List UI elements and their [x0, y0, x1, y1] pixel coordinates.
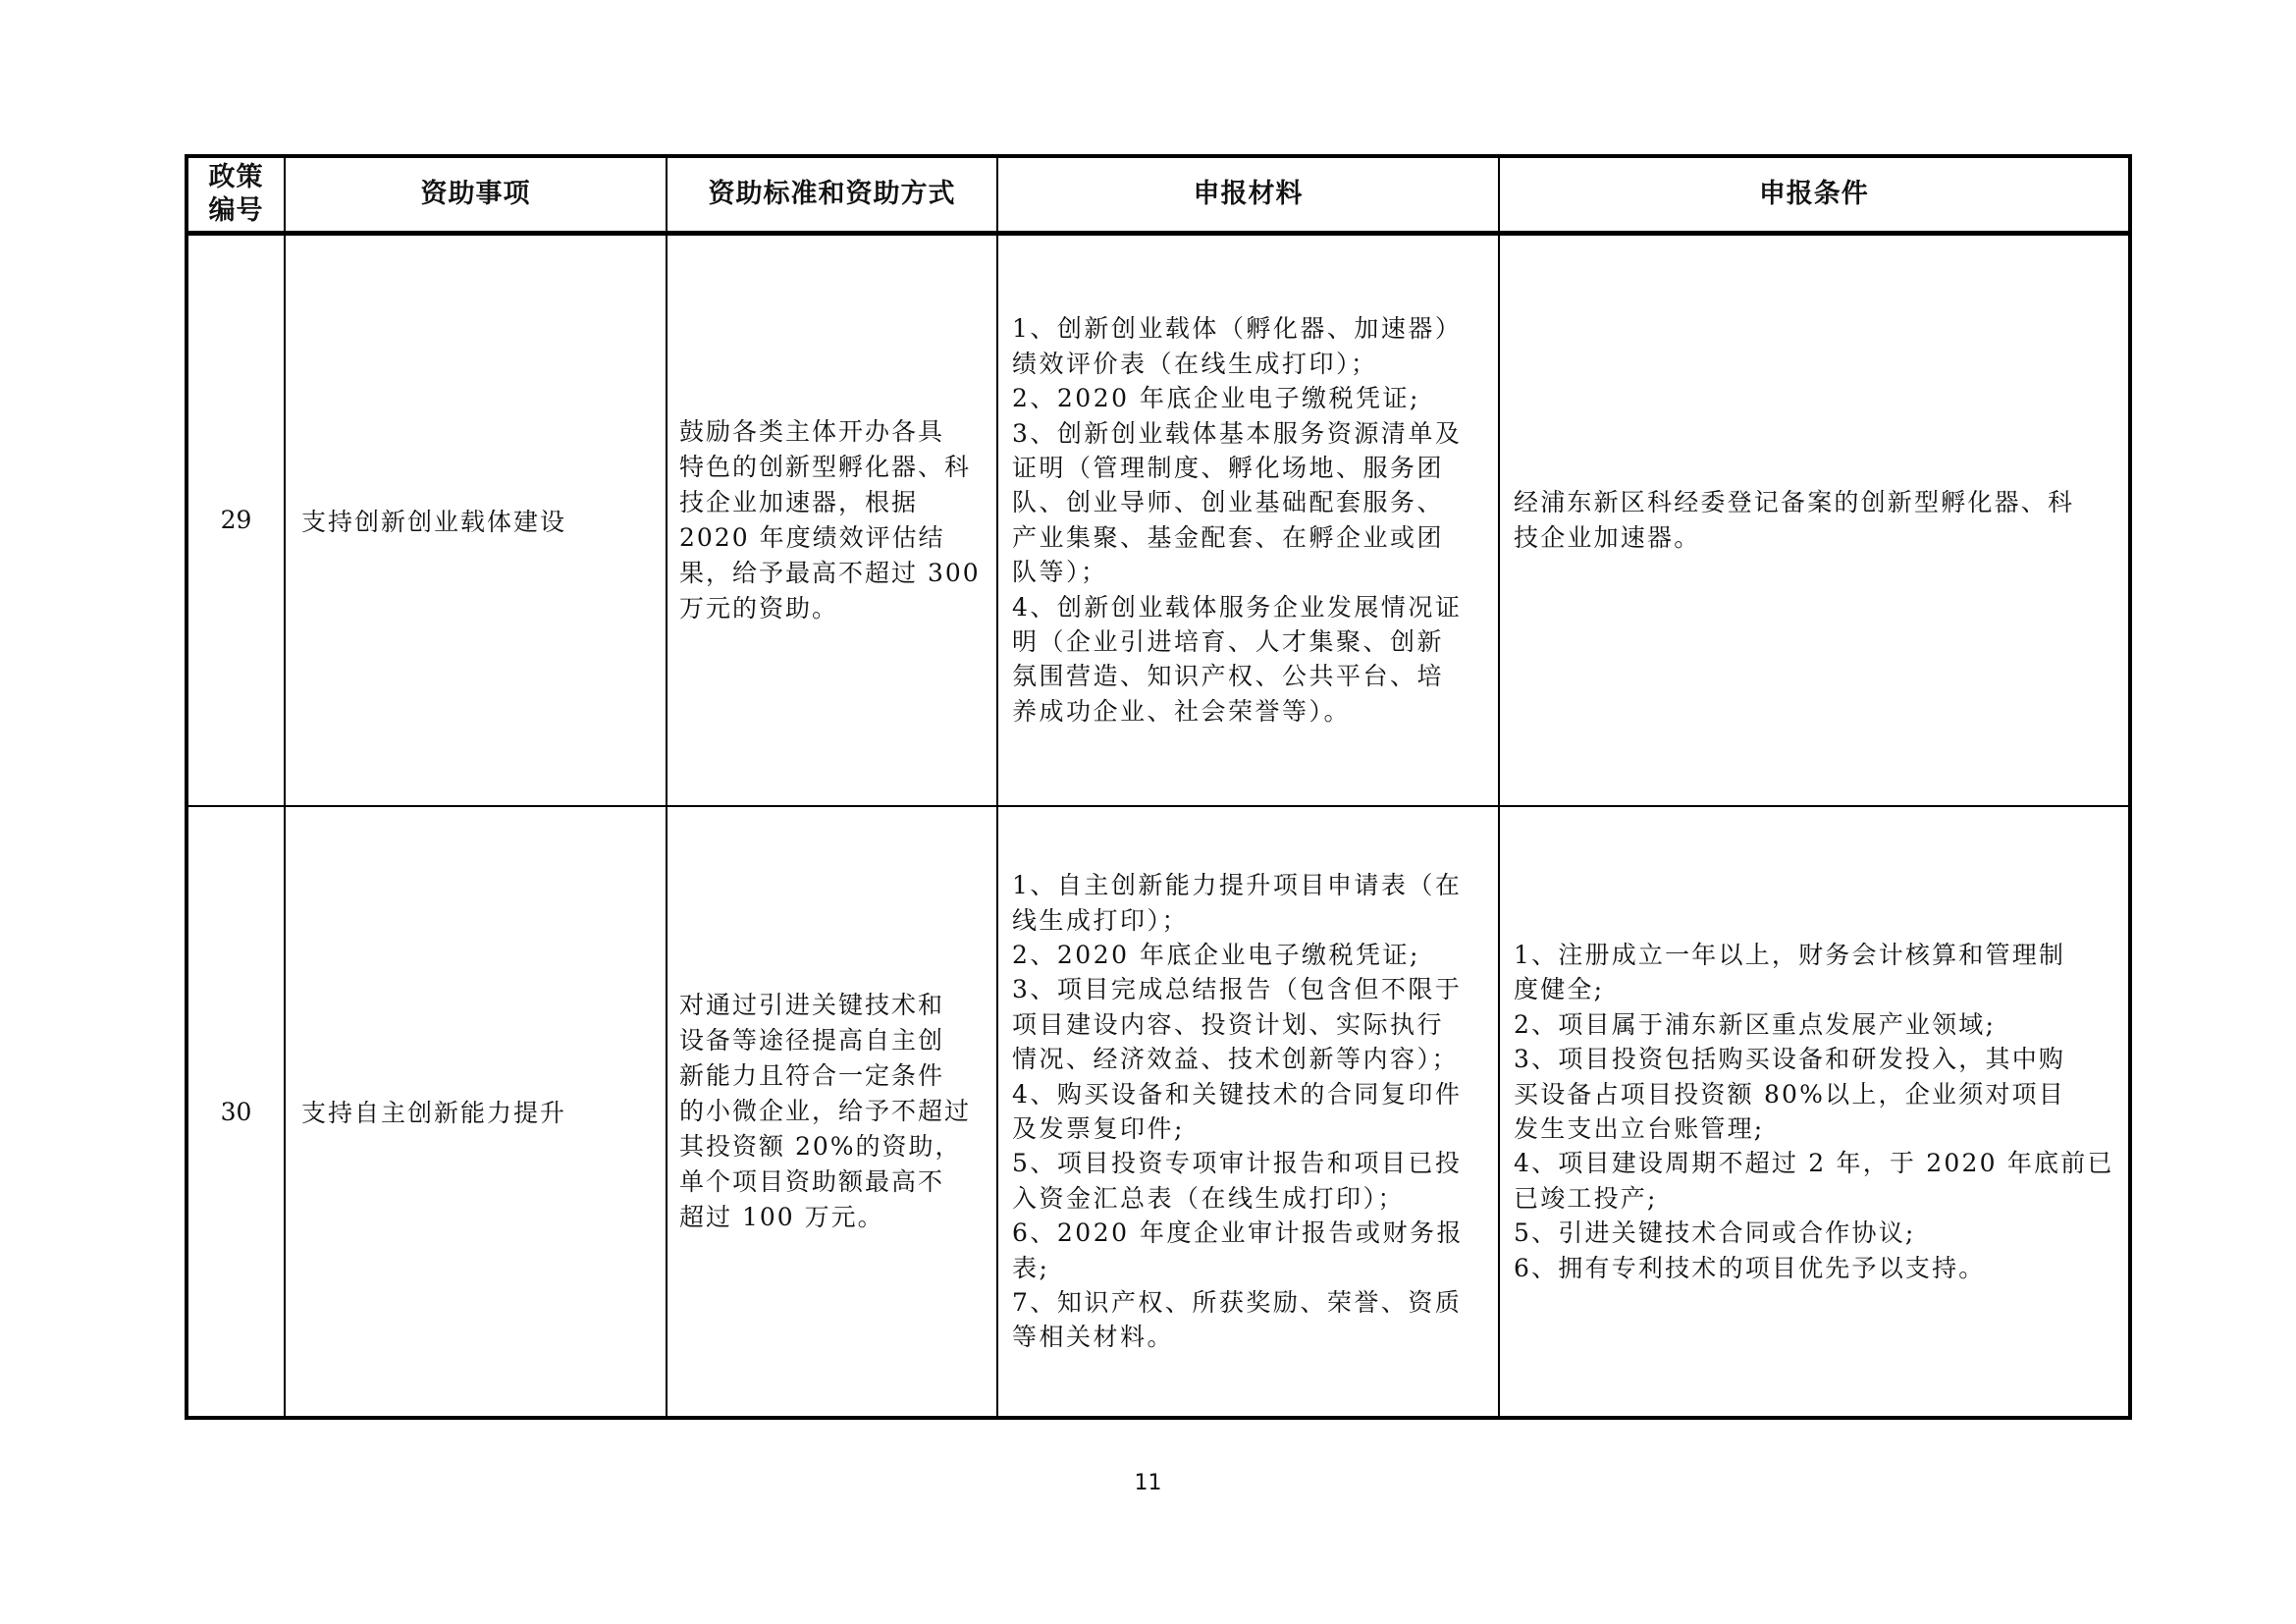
cell-text-line: 超过 100 万元。 — [679, 1203, 884, 1231]
cell-text-line: 新能力且符合一定条件 — [679, 1061, 945, 1090]
cell-text-line: 队、创业导师、创业基础配套服务、 — [1012, 488, 1445, 517]
item-cell: 支持自主创新能力提升 — [285, 806, 667, 1418]
cell-text-line: 3、创新创业载体基本服务资源清单及 — [1012, 418, 1463, 448]
cell-text-line: 技企业加速器。 — [1514, 522, 1701, 552]
cell-text-line: 4、项目建设周期不超过 2 年，于 2020 年底前已 — [1514, 1149, 2114, 1178]
policy-no-cell: 30 — [187, 806, 285, 1418]
cell-text-line: 表; — [1012, 1253, 1050, 1282]
header-materials: 申报材料 — [997, 156, 1499, 233]
policy-table — [185, 154, 2132, 1420]
cell-text-line: 2020 年度绩效评估结 — [679, 522, 945, 552]
cell-text-line: 1、自主创新能力提升项目申请表（在 — [1012, 871, 1463, 900]
table-row-29 — [187, 233, 2130, 806]
cell-text-line: 2、项目属于浦东新区重点发展产业领域; — [1514, 1009, 1997, 1039]
cell-text-line: 万元的资助。 — [679, 593, 839, 623]
cell-text-line: 入资金汇总表（在线生成打印）； — [1012, 1183, 1406, 1213]
cell-text-line: 已竣工投产; — [1514, 1183, 1658, 1213]
policy-no-cell: 29 — [187, 233, 285, 806]
item-cell: 支持创新创业载体建设 — [285, 233, 667, 806]
cell-text-line: 养成功企业、社会荣誉等）。 — [1012, 696, 1352, 726]
conditions-cell — [1499, 806, 2130, 1418]
cell-text-line: 单个项目资助额最高不 — [679, 1167, 945, 1196]
cell-text-line: 对通过引进关键技术和 — [679, 991, 945, 1019]
table-header-row — [187, 156, 2130, 233]
cell-text-line: 经浦东新区科经委登记备案的创新型孵化器、科 — [1514, 488, 2075, 517]
cell-text-line: 设备等途径提高自主创 — [679, 1026, 945, 1055]
cell-text-line: 及发票复印件; — [1012, 1114, 1185, 1143]
cell-text-line: 明（企业引进培育、人才集聚、创新 — [1012, 626, 1445, 656]
header-policy-no-line2: 编号 — [208, 194, 264, 226]
cell-text-line: 7、知识产权、所获奖励、荣誉、资质 — [1012, 1288, 1463, 1318]
cell-text-line: 发生支出立台账管理; — [1514, 1114, 1765, 1143]
page-number: 11 — [1134, 1471, 1162, 1495]
cell-text-line: 队等）； — [1012, 558, 1108, 587]
standard-cell — [667, 806, 997, 1418]
header-item: 资助事项 — [285, 156, 667, 233]
cell-text-line: 技企业加速器，根据 — [679, 487, 919, 516]
cell-text-line: 特色的创新型孵化器、科 — [679, 452, 972, 481]
header-policy-no-line1: 政策 — [208, 161, 264, 192]
cell-text-line: 氛围营造、知识产权、公共平台、培 — [1012, 662, 1445, 691]
cell-text-line: 产业集聚、基金配套、在孵企业或团 — [1012, 522, 1445, 552]
cell-text-line: 度健全; — [1514, 975, 1605, 1004]
cell-text-line: 1、创新创业载体（孵化器、加速器） — [1012, 314, 1463, 344]
cell-text-line: 果，给予最高不超过 300 — [679, 558, 981, 587]
cell-text-line: 4、购买设备和关键技术的合同复印件 — [1012, 1079, 1463, 1109]
cell-text-line: 5、项目投资专项审计报告和项目已投 — [1012, 1149, 1463, 1178]
cell-text-line: 2、2020 年底企业电子缴税凭证; — [1012, 384, 1420, 413]
header-standard: 资助标准和资助方式 — [667, 156, 997, 233]
cell-text-line: 线生成打印）； — [1012, 905, 1190, 935]
cell-text-line: 5、引进关键技术合同或合作协议; — [1514, 1218, 1916, 1248]
cell-text-line: 6、2020 年度企业审计报告或财务报 — [1012, 1218, 1464, 1248]
cell-text-line: 3、项目完成总结报告（包含但不限于 — [1012, 975, 1463, 1004]
cell-text-line: 4、创新创业载体服务企业发展情况证 — [1012, 592, 1463, 622]
cell-text-line: 3、项目投资包括购买设备和研发投入，其中购 — [1514, 1045, 2066, 1074]
cell-text-line: 项目建设内容、投资计划、实际执行 — [1012, 1009, 1445, 1039]
cell-text-line: 情况、经济效益、技术创新等内容）； — [1012, 1045, 1460, 1074]
standard-cell — [667, 233, 997, 806]
materials-cell — [997, 806, 1499, 1418]
cell-text-line: 的小微企业，给予不超过 — [679, 1097, 972, 1125]
header-policy-no — [187, 156, 285, 233]
cell-text-line: 1、注册成立一年以上，财务会计核算和管理制 — [1514, 940, 2066, 969]
header-conditions: 申报条件 — [1499, 156, 2130, 233]
materials-cell — [997, 233, 1499, 806]
cell-text-line: 6、拥有专利技术的项目优先予以支持。 — [1514, 1253, 1986, 1282]
cell-text-line: 绩效评价表（在线生成打印）； — [1012, 349, 1378, 378]
table-row-30 — [187, 806, 2130, 1418]
cell-text-line: 2、2020 年底企业电子缴税凭证; — [1012, 940, 1420, 969]
cell-text-line: 等相关材料。 — [1012, 1323, 1175, 1352]
conditions-cell — [1499, 233, 2130, 806]
cell-text-line: 鼓励各类主体开办各具 — [679, 416, 945, 446]
cell-text-line: 证明（管理制度、孵化场地、服务团 — [1012, 453, 1445, 482]
cell-text-line: 其投资额 20%的资助， — [679, 1132, 962, 1161]
cell-text-line: 买设备占项目投资额 80%以上，企业须对项目 — [1514, 1079, 2065, 1109]
